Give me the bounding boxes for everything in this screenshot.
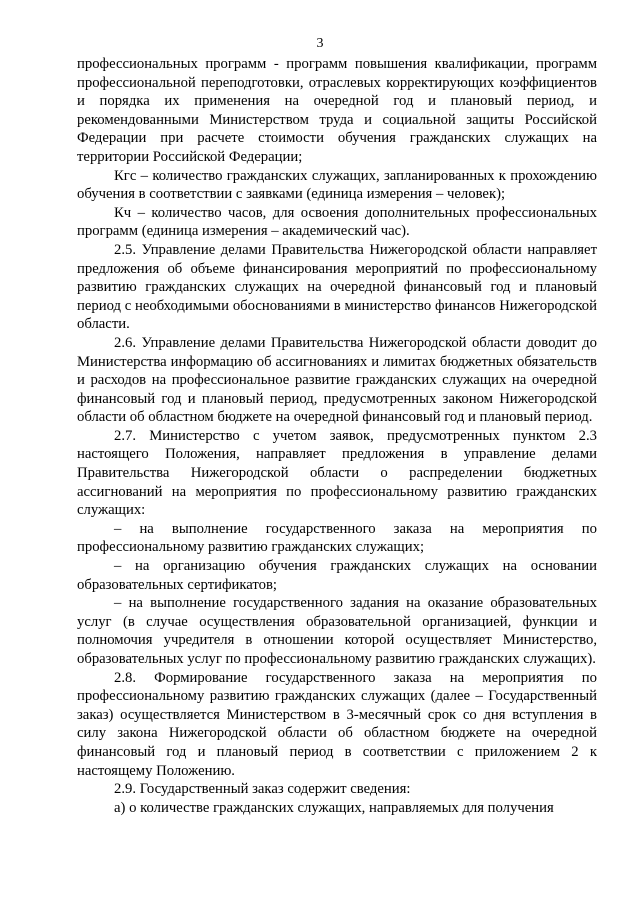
list-item-certificates: – на организацию обучения гражданских служащих на основании образовательных сертификатов; — [77, 558, 597, 593]
document-body — [77, 55, 597, 817]
list-item-a: а) о количестве гражданских служащих, направляемых для получения — [114, 799, 554, 816]
paragraph-continuation: профессиональных программ - программ повышения квалификации, программ профессиональной переподготовки, отраслевых корректирующих коэффициентов и порядка их применения на очередной год и плановый период, и рекомендованными Министерством труда и социальной защиты Российской Федерации при расчете стоимости обучения гражданских служащих на территории Российской Федерации; — [77, 56, 597, 165]
page-number: 3 — [316, 36, 324, 51]
paragraph-2-9: 2.9. Государственный заказ содержит сведения: — [114, 781, 411, 798]
paragraph-kgs-definition: Кгс – количество гражданских служащих, запланированных к прохождению обучения в соответствии с заявками (единица измерения – человек); — [77, 167, 597, 203]
paragraph-2-8: 2.8. Формирование государственного заказа на мероприятия по профессиональному развитию гражданских служащих (далее – Государственный заказ) осуществляется Министерством в 3-месячный срок со дня вступления в силу закона Нижегородской области об областном бюджете на очередной финансовый год и плановый период в соответствии с приложением 2 к настоящему Положению. — [77, 669, 597, 779]
paragraph-2-7: 2.7. Министерство с учетом заявок, предусмотренных пунктом 2.3 настоящего Положения, направляет предложения в управление делами Правительства Нижегородской области о распределении бюджетных ассигнований на мероприятия по профессиональному развитию гражданских служащих: — [77, 427, 597, 519]
list-item-state-order: – на выполнение государственного заказа на мероприятия по профессиональному развитию гражданских служащих; — [77, 520, 597, 556]
paragraph-kch-definition: Кч – количество часов, для освоения дополнительных профессиональных программ (единица измерения – академический час). — [77, 204, 597, 240]
paragraph-2-6: 2.6. Управление делами Правительства Нижегородской области доводит до Министерства информацию об ассигнованиях и лимитах бюджетных обязательств и расходов на профессиональное развитие гражданских служащих на очередной финансовый год и плановый период, предусмотренных законом Нижегородской области об областном бюджете на очередной финансовый год и плановый период. — [77, 334, 597, 426]
list-item-state-task: – на выполнение государственного задания на оказание образовательных услуг (в случае осуществления образовательной организацией, функции и полномочия учредителя в отношении которой осуществляет Министерство, образовательных услуг по профессиональному развитию гражданских служащих). — [77, 595, 597, 667]
paragraph-2-5: 2.5. Управление делами Правительства Нижегородской области направляет предложения об объеме финансирования мероприятий по профессиональному развитию гражданских служащих на очередной финансовый год и плановый период с необходимыми обоснованиями в министерство финансов Нижегородской области. — [77, 241, 597, 333]
